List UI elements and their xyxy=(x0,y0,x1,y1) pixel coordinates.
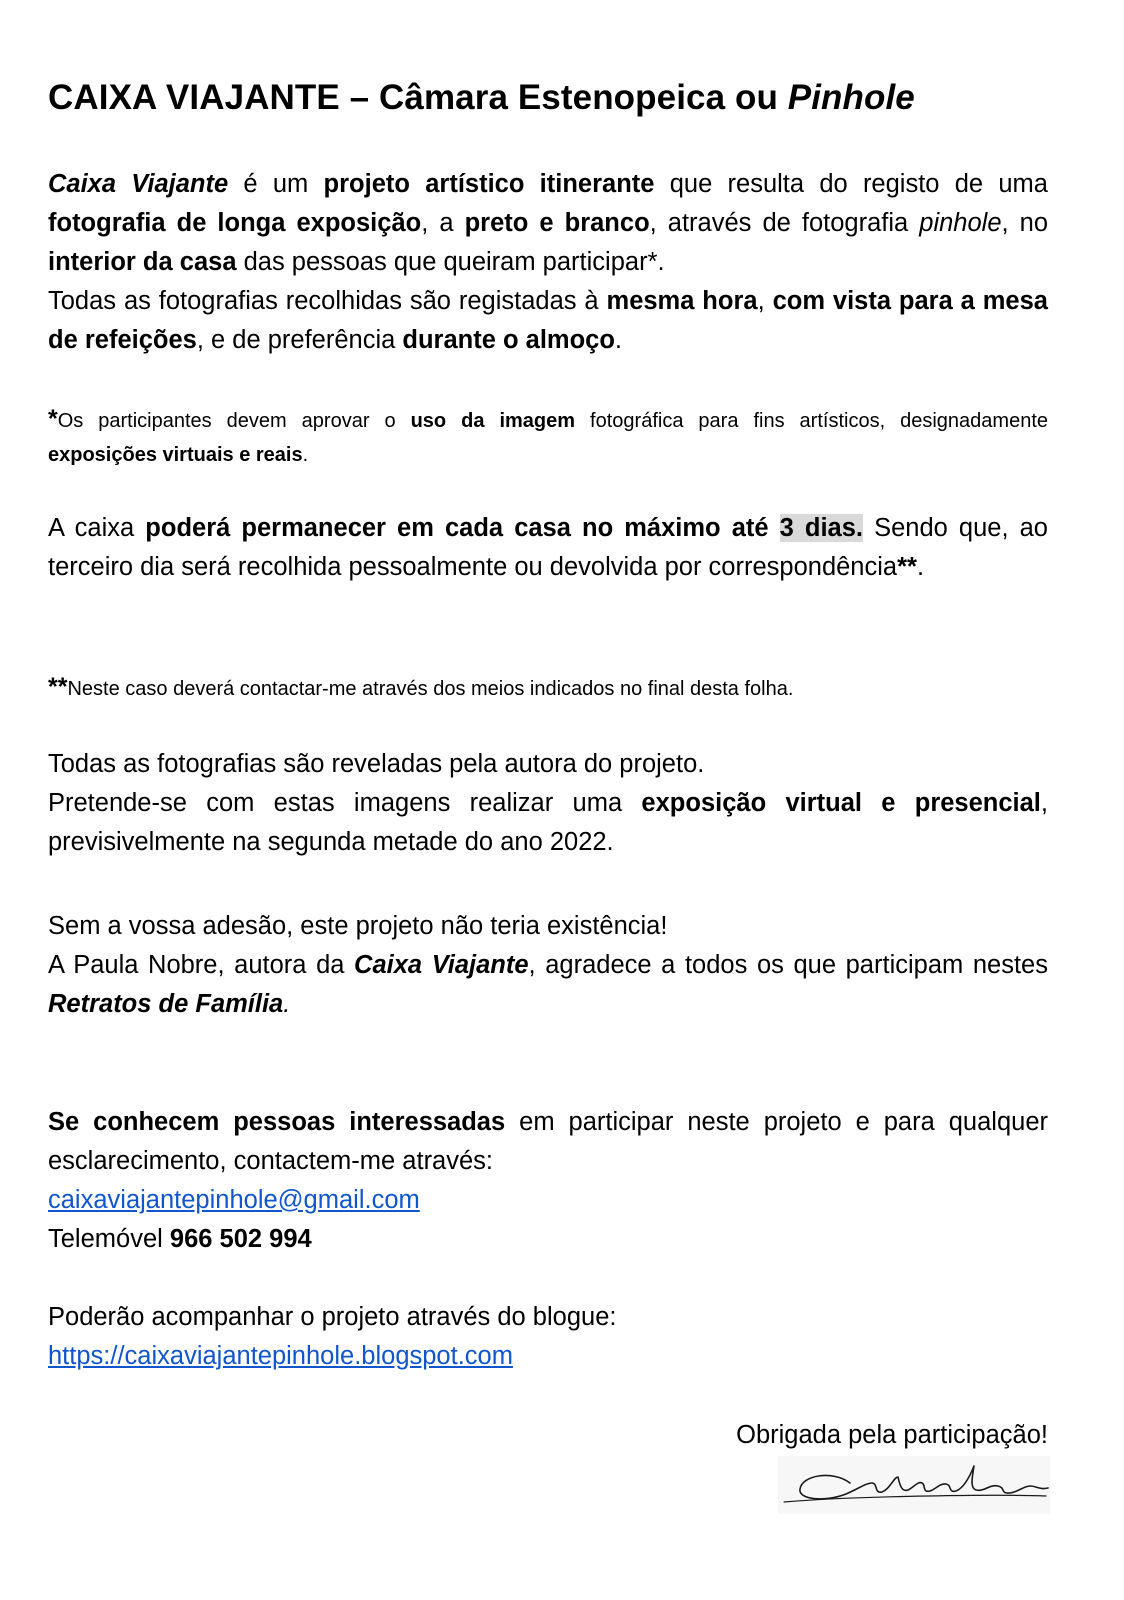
text: fotográfica para fins artísticos, designadamente xyxy=(575,410,1049,432)
text: Neste caso deverá contactar-me através dos meios indicados no final desta folha. xyxy=(67,678,794,700)
footnote-1 xyxy=(48,402,1048,472)
bold-text: preto e branco xyxy=(464,209,650,237)
bold-text: interior da casa xyxy=(48,248,237,276)
bold-text: poderá permanecer em cada casa no máximo até xyxy=(145,514,780,542)
text: Sendo que, ao terceiro dia será recolhida pessoalmente ou devolvida por correspondência xyxy=(48,514,1048,581)
text: , agradece a todos os que participam nestes xyxy=(528,951,1048,979)
text: Todas as fotografias recolhidas são registadas à xyxy=(48,287,607,315)
intro-paragraph xyxy=(48,165,1048,282)
highlighted-text: 3 dias. xyxy=(779,514,863,542)
contact-paragraph xyxy=(48,1103,1048,1259)
footnote-2 xyxy=(48,670,1048,706)
text: é um xyxy=(228,170,324,198)
text-line: Poderão acompanhar o projeto através do blogue: xyxy=(48,1303,617,1331)
text: . xyxy=(283,990,291,1018)
text: Os participantes devem aprovar o xyxy=(57,410,411,432)
text: , previsivelmente na segunda metade do ano 2022. xyxy=(48,789,1048,856)
project-name: Caixa Viajante xyxy=(354,951,529,979)
text: A caixa xyxy=(48,514,146,542)
footnote-marker: ** xyxy=(48,673,68,701)
text: . xyxy=(916,553,925,581)
text: , através de fotografia xyxy=(649,209,920,237)
footnote-marker: * xyxy=(48,405,58,433)
italic-text: pinhole xyxy=(919,209,1002,237)
signature-image xyxy=(778,1456,1050,1514)
phone-number: 966 502 994 xyxy=(169,1225,312,1253)
bold-text: uso da imagem xyxy=(410,410,576,432)
blog-paragraph xyxy=(48,1298,1048,1376)
title-italic: Pinhole xyxy=(787,78,915,117)
intro-paragraph-2 xyxy=(48,282,1048,360)
text: . xyxy=(614,326,623,354)
text: . xyxy=(302,444,309,466)
bold-text: fotografia de longa exposição xyxy=(48,209,422,237)
text-line: Todas as fotografias são reveladas pela autora do projeto. xyxy=(48,750,705,778)
text: , no xyxy=(1001,209,1049,237)
footnote-marker: ** xyxy=(897,553,917,581)
bold-text: durante o almoço xyxy=(402,326,615,354)
blog-link[interactable]: https://caixaviajantepinhole.blogspot.com xyxy=(48,1342,513,1370)
bold-text: exposição virtual e presencial xyxy=(641,789,1041,817)
page-title xyxy=(48,78,915,118)
text: A Paula Nobre, autora da xyxy=(48,951,355,979)
reveal-paragraph xyxy=(48,745,1048,862)
text: das pessoas que queiram participar*. xyxy=(236,248,665,276)
title-main: CAIXA VIAJANTE – Câmara Estenopeica ou xyxy=(48,78,788,117)
bold-text: projeto artístico itinerante xyxy=(323,170,655,198)
text: , a xyxy=(421,209,465,237)
closing-text: Obrigada pela participação! xyxy=(736,1421,1048,1449)
text-line: Sem a vossa adesão, este projeto não teria existência! xyxy=(48,912,668,940)
bold-text: exposições virtuais e reais xyxy=(48,444,303,466)
project-name: Caixa Viajante xyxy=(48,170,229,198)
box-paragraph xyxy=(48,509,1048,587)
email-link[interactable]: caixaviajantepinhole@gmail.com xyxy=(48,1186,420,1214)
bold-text: mesma hora xyxy=(606,287,758,315)
series-name: Retratos de Família xyxy=(48,990,284,1018)
bold-text: Se conhecem pessoas interessadas xyxy=(48,1108,506,1136)
text: , e de preferência xyxy=(196,326,403,354)
text: , xyxy=(757,287,773,315)
thanks-paragraph xyxy=(48,907,1048,1024)
signature-drawing xyxy=(778,1456,1050,1514)
bold-text: com vista para a mesa de refeições xyxy=(48,287,1048,354)
phone-label: Telemóvel xyxy=(48,1225,170,1253)
text: em participar neste projeto e para qualquer esclarecimento, contactem-me através: xyxy=(48,1108,1048,1175)
text: Pretende-se com estas imagens realizar uma xyxy=(48,789,642,817)
text: que resulta do registo de uma xyxy=(654,170,1048,198)
